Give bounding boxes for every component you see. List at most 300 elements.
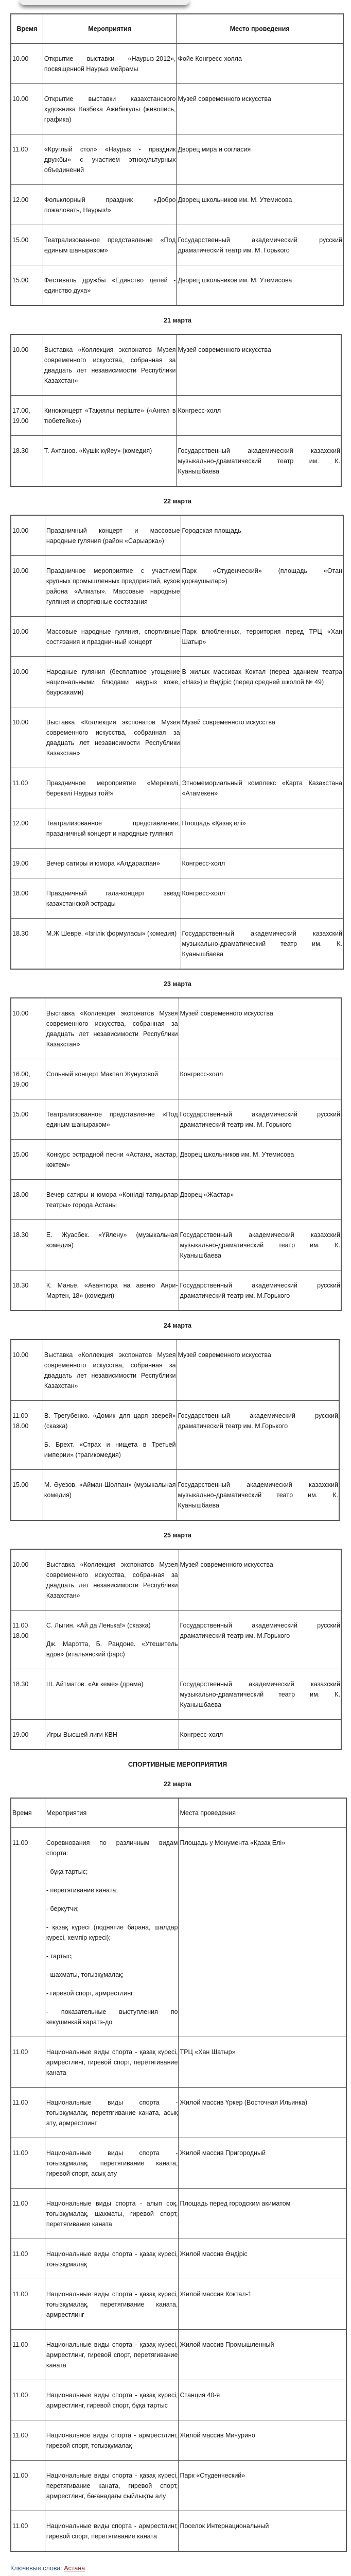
table-row — [11, 2279, 346, 2330]
sports-day-title: 22 марта — [164, 1781, 191, 1788]
time-cell: 11.00 — [11, 1828, 45, 2037]
venue-cell: Конгресс-холл — [179, 1720, 341, 1750]
event-text: Конкурс эстрадной песни «Астана, жастар, көктем» — [46, 1151, 178, 1168]
event-cell — [45, 2239, 179, 2279]
event-cell — [43, 185, 177, 225]
event-cell — [43, 44, 177, 84]
table-row — [11, 265, 343, 306]
time-cell — [11, 2279, 45, 2330]
event-cell — [43, 396, 177, 436]
time-cell — [11, 657, 45, 707]
venue-cell: Станция 40-я — [179, 2380, 346, 2420]
table-row — [11, 515, 343, 556]
time-cell — [11, 1611, 45, 1669]
event-cell — [45, 1099, 179, 1140]
event-cell — [43, 225, 177, 265]
table-row — [11, 1140, 341, 1180]
event-text-secondary: Дж. Маротта, Б. Рандоне. «Утешитель вдов» (итальянский фарс) — [46, 1640, 178, 1658]
event-text: Фестиваль дружбы «Единство целей - единство духа» — [44, 277, 176, 294]
event-text: М. Әуезов. «Айман-Шолпан» (музыкальная комедия) — [44, 1481, 176, 1499]
venue-cell: В жилых массивах Коктал (перед зданием театра «Наз») и Өндіріс (перед средней школой № 49) — [181, 657, 343, 707]
time-value: 15.00 — [12, 1111, 29, 1118]
table-row — [11, 878, 343, 919]
sports-header-row — [11, 1798, 346, 1828]
time-value: 18.00 — [12, 890, 29, 897]
venue-cell: Государственный академический казахский музыкально-драматический театр им. К. Куанышбаева — [179, 1669, 341, 1720]
time-value: 11.00 — [12, 2392, 28, 2399]
event-text: Сольный концерт Макпал Жунусовой — [46, 1071, 158, 1078]
time-value: 10.00 — [12, 1561, 29, 1568]
time-cell — [11, 1270, 45, 1311]
event-cell — [45, 2088, 179, 2138]
event-text: Праздничный гала-концерт звезд казахстанской эстрады — [46, 890, 180, 907]
time-cell — [11, 334, 43, 396]
venue-cell: ТРЦ «Хан Шатыр» — [179, 2037, 346, 2088]
table-row — [11, 2088, 346, 2138]
sports-section-title: СПОРТИВНЫЕ МЕРОПРИЯТИЯ — [128, 1761, 227, 1768]
time-value: 10.00 — [12, 527, 29, 534]
venue-cell: Государственный академический казахский музыкально-драматический театр им. К. Куанышбаева — [181, 919, 343, 970]
venue-cell: Жилой массив Коктал-1 — [179, 2279, 346, 2330]
document-body — [0, 13, 351, 2573]
event-text: «Круглый стол» «Наурыз - праздник дружбы» с участием этнокультурных объединений — [44, 146, 176, 174]
venue-cell: Государственный академический русский драматический театр им. М. Горького — [177, 225, 343, 265]
event-text: Киноконцерт «Тақиялы періште» («Ангел в тюбетейке») — [44, 407, 176, 425]
event-cell — [43, 1340, 177, 1401]
time-value: 11.00 — [12, 2522, 28, 2530]
event-text: Выставка «Коллекция экспонатов Музея современного искусства, собранная за двадцать лет независимости Республики Казахстан» — [46, 1561, 178, 1599]
event-cell — [43, 84, 177, 134]
table-row — [11, 657, 343, 707]
time-value: 11.00 — [12, 2048, 28, 2056]
time-cell — [11, 134, 43, 185]
time-cell — [11, 2138, 45, 2189]
event-text: Национальные виды спорта - тоғызқұмалақ, перетягивание каната, гиревой спорт, асық ату — [46, 2149, 178, 2177]
event-cell — [43, 436, 177, 487]
event-cell — [45, 2138, 179, 2189]
table-row — [11, 2239, 346, 2279]
time-cell — [11, 2330, 45, 2380]
table-row — [11, 556, 343, 617]
event-cell — [45, 2330, 179, 2380]
time-cell — [11, 1720, 45, 1750]
table-row — [11, 919, 343, 970]
event-cell — [45, 1720, 179, 1750]
table-row — [11, 1220, 341, 1270]
time-value: 11.00 — [12, 2432, 28, 2439]
venue-cell: Площадь «Қазақ елі» — [181, 808, 343, 849]
sport-list-item: - перетягивание каната; — [46, 1887, 118, 1894]
time-value: 15.00 — [12, 277, 29, 284]
time-value: 10.00 — [12, 1010, 29, 1017]
time-cell — [11, 185, 43, 225]
venue-cell: Конгресс-холл — [181, 849, 343, 878]
schedule-table-day23 — [10, 997, 342, 1311]
event-text: Национальные виды спорта - тоғызқұмалақ, перетягивание каната, асық ату, армрестлинг — [46, 2099, 178, 2127]
time-value: 10.00 — [12, 95, 29, 103]
keywords-line — [10, 2563, 351, 2573]
event-cell — [45, 849, 181, 878]
event-cell — [43, 265, 177, 306]
event-text: Выставка «Коллекция экспонатов Музея современного искусства, собранная за двадцать лет независимости Республики Казахстан» — [44, 1351, 176, 1389]
event-cell — [45, 1549, 179, 1611]
venue-cell: Государственный академический казахский музыкально-драматический театр им. К. Куанышбаева — [177, 1470, 339, 1521]
time-value: 18.30 — [12, 447, 29, 454]
time-value: 18.30 — [12, 1282, 29, 1289]
time-cell — [11, 84, 43, 134]
table-row — [11, 1720, 341, 1750]
event-text: В. Трегубенко. «Домик для царя зверей» (сказка) — [44, 1412, 176, 1430]
venue-cell: Государственный академический казахский музыкально-драматический театр им. К. Куанышбаева — [177, 436, 341, 487]
event-cell — [43, 134, 177, 185]
time-cell — [11, 919, 45, 970]
time-value: 12.00 — [12, 820, 29, 827]
time-cell — [11, 556, 45, 617]
venue-cell: Фойе Конгресс-холла — [177, 44, 343, 84]
table-row — [11, 2511, 346, 2552]
time-cell — [11, 44, 43, 84]
time-cell — [11, 849, 45, 878]
event-cell — [45, 707, 181, 768]
sports-header-event: Мероприятия — [45, 1798, 179, 1828]
table-row — [11, 2380, 346, 2420]
sport-list-item: - показательные выступления по кекушинкай каратэ-до — [46, 2008, 178, 2026]
venue-cell: Дворец школьников им. М. Утемисова — [179, 1140, 341, 1180]
time-value: 15.00 — [12, 1151, 29, 1158]
table-row — [11, 2461, 346, 2511]
time-cell — [11, 1340, 43, 1401]
event-cell — [45, 617, 181, 657]
time-cell — [11, 1220, 45, 1270]
keyword-link-astana[interactable]: Астана — [64, 2565, 85, 2572]
table-row — [11, 1828, 346, 2037]
time-cell — [11, 998, 45, 1059]
event-text: Вечер сатиры и юмора «Көңілді тапқырлар театры» города Астаны — [46, 1191, 178, 1209]
time-cell — [11, 1401, 43, 1470]
time-value: 11.00 — [12, 2149, 28, 2157]
time-value: 10.00 — [12, 346, 29, 353]
event-text: Национальные виды спорта - қазақ күресі, тоғызқұмалақ — [46, 2250, 178, 2268]
header-venue: Место проведения — [177, 14, 343, 44]
event-cell — [45, 998, 179, 1059]
venue-cell: Государственный академический казахский музыкально-драматический театр им. К. Куанышбаева — [179, 1220, 341, 1270]
venue-cell: Жилой массив Мичурино — [179, 2420, 346, 2461]
sport-list-item: - тартыс; — [46, 1953, 73, 1960]
event-text-secondary: Б. Брехт. «Страх и нищета в Третьей империи» (трагикомедия) — [44, 1441, 176, 1459]
time-cell — [11, 1669, 45, 1720]
time-cell — [11, 515, 45, 556]
event-cell — [43, 1401, 177, 1470]
time-value: 19.00 — [12, 1731, 29, 1738]
venue-cell: Дворец школьников им. М. Утемисова — [177, 265, 343, 306]
table-row — [11, 768, 343, 808]
venue-cell: Музей современного искусства — [179, 1549, 341, 1611]
venue-cell: Парк «Студенческий» (площадь «Отан қорғаушылар») — [181, 556, 343, 617]
event-text: Национальное виды спорта - армрестлинг, гиревой спорт, тоғызқұмалақ — [46, 2432, 178, 2449]
table-row — [11, 1611, 341, 1669]
time-value: 10.00 — [12, 1351, 29, 1359]
time-value: 19.00 — [12, 860, 29, 867]
time-value: 11.00 — [12, 146, 28, 153]
time-value: 10.00 — [12, 719, 29, 726]
table-row — [11, 84, 343, 134]
time-cell — [11, 808, 45, 849]
time-cell — [11, 2088, 45, 2138]
event-text: Выставка «Коллекция экспонатов Музея современного искусства, собранная за двадцать лет независимости Республики Казахстан» — [44, 346, 176, 384]
event-text: Вечер сатиры и юмора «Алдараспан» — [46, 860, 160, 867]
time-cell — [11, 1470, 43, 1521]
event-cell — [45, 1611, 179, 1669]
venue-cell: Государственный академический русский драматический театр им. М.Горького — [179, 1270, 341, 1311]
schedule-table-day22 — [10, 515, 344, 970]
time-value: 10.00 — [12, 668, 29, 675]
venue-cell: Жилой массив Үркер (Восточная Ильинка) — [179, 2088, 346, 2138]
table-row — [11, 185, 343, 225]
table-row — [11, 2420, 346, 2461]
sport-list-item: - шахматы, тоғызқұмалақ; — [46, 1971, 124, 1978]
table-row — [11, 225, 343, 265]
time-cell — [11, 265, 43, 306]
keywords-label: Ключевые слова: — [10, 2565, 62, 2572]
venue-cell: Конгресс-холл — [181, 878, 343, 919]
time-value: 18.30 — [12, 1681, 29, 1688]
schedule-table-day25 — [10, 1549, 342, 1750]
table-row — [11, 849, 343, 878]
time-value: 16.00, 19.00 — [12, 1071, 30, 1088]
event-cell — [43, 334, 177, 396]
venue-cell: Дворец мира и согласия — [177, 134, 343, 185]
time-value: 10.00 — [12, 567, 29, 574]
event-cell — [45, 556, 181, 617]
table-row — [11, 1669, 341, 1720]
event-cell — [45, 1059, 179, 1099]
event-cell — [45, 2511, 179, 2552]
event-cell — [45, 2037, 179, 2088]
table-row — [11, 134, 343, 185]
event-text: Народные гуляния (бесплатное угощение национальными блюдами наурыз коже, баурсаками) — [46, 668, 180, 696]
venue-cell: Музей современного искусства — [177, 1340, 339, 1401]
sport-list-item: Соревнования по различным видам спорта: — [46, 1839, 178, 1857]
time-value: 11.00 — [12, 2200, 28, 2207]
venue-cell: Музей современного искусства — [181, 707, 343, 768]
event-text: Национальные виды спорта - армрестлинг, гиревой спорт, перетягивание каната — [46, 2522, 178, 2540]
event-text: Национальные виды спорта - қазақ күресі, тоғызқұмалақ, перетягивание каната, армрестлинг — [46, 2291, 178, 2318]
event-cell — [45, 1220, 179, 1270]
event-text: Фольклорный праздник «Добро пожаловать, Наурыз!» — [44, 196, 176, 214]
event-cell — [45, 1270, 179, 1311]
event-text: Ш. Айтматов. «Ак кеме» (драма) — [46, 1681, 144, 1688]
event-text: Е. Жуасбек. «Үйлену» (музыкальная комедия) — [46, 1231, 178, 1249]
table-header-row — [11, 14, 343, 44]
venue-cell: Дворец «Жастар» — [179, 1180, 341, 1220]
event-cell — [45, 919, 181, 970]
time-value: 11.00 — [12, 1412, 28, 1419]
event-text: Праздничное мероприятие с участием крупных промышленных предприятий, вузов района «Алматы». Массовые народные гуляния и спортивные состязания — [46, 567, 180, 605]
event-cell — [45, 515, 181, 556]
table-row — [11, 2189, 346, 2239]
time-value: 12.00 — [12, 196, 29, 204]
time-cell — [11, 2037, 45, 2088]
event-text: Выставка «Коллекция экспонатов Музея современного искусства, собранная за двадцать лет независимости Республики Казахстан» — [46, 1010, 178, 1048]
event-text: Театрализованное представление «Под единым шаныраком» — [44, 236, 176, 254]
event-text: Массовые народные гуляния, спортивные состязания и праздничный концерт — [46, 628, 180, 646]
event-cell — [45, 768, 181, 808]
time-value: 10.00 — [12, 628, 29, 635]
venue-cell: Жилой массив Пригородный — [179, 2138, 346, 2189]
event-text: С. Лыгин. «Ай да Ленька!» (сказка) — [46, 1622, 151, 1629]
event-text: К. Манье. «Авантюра на авеню Анри-Мартен, 18» (комедия) — [46, 1282, 178, 1299]
time-cell — [11, 768, 45, 808]
time-cell — [11, 2461, 45, 2511]
schedule-table-sports — [10, 1798, 347, 2552]
venue-cell: Конгресс-холл — [177, 396, 341, 436]
schedule-table-day24 — [10, 1339, 340, 1521]
venue-cell: Жилой массив Өндіріс — [179, 2239, 346, 2279]
time-cell — [11, 2380, 45, 2420]
venue-cell: Государственный академический русский драматический театр им. М.Горького — [177, 1401, 339, 1470]
day-title-24: 24 марта — [164, 1322, 191, 1329]
event-text: Выставка «Коллекция экспонатов Музея современного искусства, собранная за двадцать лет независимости Республики Казахстан» — [46, 719, 180, 757]
event-cell — [45, 2380, 179, 2420]
sports-header-time: Время — [11, 1798, 45, 1828]
venue-cell: Музей современного искусства — [177, 334, 341, 396]
schedule-table-day20 — [10, 13, 344, 306]
venue-cell: Государственный академический русский драматический театр им. М.Горького — [179, 1611, 341, 1669]
time-value: 11.00 — [12, 2472, 28, 2479]
event-text: Национальные виды спорта - қазақ күресі, армрестлинг, гиревой спорт, бұқа тартыс — [46, 2392, 178, 2409]
table-row — [11, 2037, 346, 2088]
event-cell — [45, 657, 181, 707]
time-value: 11.00 — [12, 1622, 28, 1629]
day-title-21: 21 марта — [164, 317, 191, 324]
event-text: Национальные виды спорта - алып соқ, тоғызқұмалақ, шахматы, гиревой спорт, перетягивание каната — [46, 2200, 178, 2228]
event-cell — [45, 1180, 179, 1220]
table-row — [11, 44, 343, 84]
table-row — [11, 1180, 341, 1220]
time-cell — [11, 396, 43, 436]
time-cell — [11, 2511, 45, 2552]
time-cell — [11, 1549, 45, 1611]
event-text: М.Ж Шевре. «Ізгілік формуласы» (комедия) — [46, 930, 177, 937]
table-row — [11, 2330, 346, 2380]
event-text: Т. Ахтанов. «Күшік күйеу» (комедия) — [44, 447, 152, 454]
table-row — [11, 334, 341, 396]
time-value: 18.00 — [12, 1422, 29, 1430]
event-text: Игры Высшей лиги КВН — [46, 1731, 117, 1738]
time-value: 18.30 — [12, 930, 29, 937]
day-title-23: 23 марта — [164, 980, 191, 988]
venue-cell: Жилой массив Промышленный — [179, 2330, 346, 2380]
venue-cell: Городская площадь — [181, 515, 343, 556]
event-cell — [45, 1140, 179, 1180]
time-value: 11.00 — [12, 2341, 28, 2348]
sport-list-item: - беркутчи; — [46, 1905, 79, 1912]
event-text: Праздничный концерт и массовые народные гуляния (район «Сарыарка») — [46, 527, 180, 545]
event-text: Праздничное мероприятие «Мерекелі, берекелі Наурыз той!» — [46, 779, 180, 797]
table-row — [11, 2138, 346, 2189]
time-value: 10.00 — [12, 55, 29, 62]
table-row — [11, 617, 343, 657]
event-cell — [45, 878, 181, 919]
time-cell — [11, 707, 45, 768]
table-row — [11, 707, 343, 768]
venue-cell: Площадь у Монумента «Қазақ Елі» — [179, 1828, 346, 2037]
table-row — [11, 1270, 341, 1311]
event-cell — [45, 808, 181, 849]
table-row — [11, 1470, 339, 1521]
time-cell — [11, 1059, 45, 1099]
event-cell — [45, 2279, 179, 2330]
time-value: 18.00 — [12, 1632, 29, 1639]
time-value: 11.00 — [12, 779, 28, 787]
event-cell — [45, 2461, 179, 2511]
venue-cell: Государственный академический русский драматический театр им. М. Горького — [179, 1099, 341, 1140]
venue-cell: Дворец школьников им. М. Утемисова — [177, 185, 343, 225]
event-text: Национальные виды спорта - қазақ күресі, перетягивание каната, гиревой спорт, армрестлинг, бағанадағы сыйлықты алу — [46, 2472, 178, 2500]
time-cell — [11, 1099, 45, 1140]
event-text: Театрализованное представление, праздничный концерт и народные гуляния — [46, 820, 180, 837]
table-row — [11, 1549, 341, 1611]
time-cell — [11, 225, 43, 265]
time-cell — [11, 2420, 45, 2461]
table-row — [11, 1059, 341, 1099]
table-row — [11, 1401, 339, 1470]
event-text: Открытие выставки казахстанского художника Казбека Ажибекулы (живопись, графика) — [44, 95, 176, 123]
time-cell — [11, 436, 43, 487]
venue-cell: Конгресс-холл — [179, 1059, 341, 1099]
venue-cell: Поселок Интернациональный — [179, 2511, 346, 2552]
time-cell — [11, 1140, 45, 1180]
time-value: 17.00, 19.00 — [12, 407, 30, 425]
event-cell — [45, 2189, 179, 2239]
time-value: 15.00 — [12, 236, 29, 244]
sports-header-venue: Места проведения — [179, 1798, 346, 1828]
event-text: Открытие выставки «Наурыз-2012», посвященной Наурыз мейрамы — [44, 55, 176, 73]
time-value: 11.00 — [12, 2250, 28, 2258]
event-cell — [43, 1470, 177, 1521]
venue-cell: Музей современного искусства — [177, 84, 343, 134]
time-cell — [11, 2189, 45, 2239]
event-cell — [45, 1669, 179, 1720]
day-title-25: 25 марта — [164, 1532, 191, 1539]
header-time: Время — [11, 14, 43, 44]
table-row — [11, 998, 341, 1059]
time-cell — [11, 617, 45, 657]
event-text: Национальные виды спорта - қазақ күресі, армрестлинг, гиревой спорт, перетягивание каната — [46, 2048, 178, 2076]
schedule-table-day21 — [10, 334, 342, 487]
table-row — [11, 1340, 339, 1401]
event-cell — [45, 2420, 179, 2461]
time-cell — [11, 1180, 45, 1220]
venue-cell: Музей современного искусства — [179, 998, 341, 1059]
event-cell — [45, 1828, 179, 2037]
venue-cell: Парк «Студенческий» — [179, 2461, 346, 2511]
table-row — [11, 1099, 341, 1140]
time-cell — [11, 2239, 45, 2279]
time-value: 18.00 — [12, 1191, 29, 1198]
top-shadow-banner — [20, 0, 189, 5]
event-text: Театрализованное представление «Под единым шаныраком» — [46, 1111, 178, 1128]
table-row — [11, 808, 343, 849]
event-text: Национальные виды спорта - қазақ күресі, армрестлинг, гиревой спорт, перетягивание каната — [46, 2341, 178, 2369]
day-title-22: 22 марта — [164, 498, 191, 505]
time-value: 11.00 — [12, 2291, 28, 2298]
time-value: 15.00 — [12, 1481, 29, 1488]
header-event: Мероприятия — [43, 14, 177, 44]
time-value: 11.00 — [12, 2099, 28, 2106]
sport-list-item: - қазақ күресі (поднятие барана, шалдар күресі, кемпір күресі); — [46, 1924, 178, 1941]
time-value: 18.30 — [12, 1231, 29, 1239]
